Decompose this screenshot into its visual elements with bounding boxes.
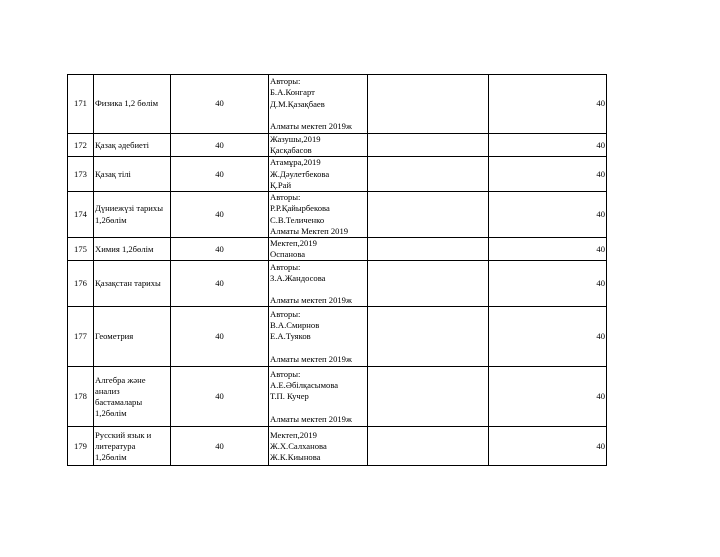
quantity-cell: 40 <box>171 261 269 307</box>
text-line: Геометрия <box>95 331 134 342</box>
subject-cell <box>94 238 171 261</box>
text-line: Ж.Дәулетбекова <box>270 168 330 179</box>
publisher-cell <box>269 261 368 307</box>
text-line: Д.М.Қазақбаев <box>270 98 325 109</box>
empty-cell <box>368 367 489 427</box>
row-number: 174 <box>68 192 94 238</box>
text-line: анализ <box>95 385 120 396</box>
text-line: 1,2бөлім <box>95 214 127 225</box>
total-cell: 40 <box>489 307 607 367</box>
blank-line <box>270 110 366 121</box>
text-line: Е.А.Туяков <box>270 331 311 342</box>
publisher-cell <box>269 134 368 157</box>
quantity-cell: 40 <box>171 75 269 134</box>
row-number: 172 <box>68 134 94 157</box>
publisher-cell <box>269 157 368 192</box>
subject-cell <box>94 134 171 157</box>
text-line: Т.П. Кучер <box>270 391 309 402</box>
row-number: 175 <box>68 238 94 261</box>
text-line: Алматы мектеп 2019ж <box>270 353 352 364</box>
text-line: Дүниежүзі тарихы <box>95 203 163 214</box>
text-line: литература <box>95 440 136 451</box>
quantity-cell: 40 <box>171 427 269 466</box>
blank-line <box>270 284 366 295</box>
text-line: З.А.Жандосова <box>270 272 326 283</box>
subject-cell <box>94 367 171 427</box>
total-cell: 40 <box>489 192 607 238</box>
text-line: В.А.Смирнов <box>270 320 320 331</box>
total-cell: 40 <box>489 157 607 192</box>
text-line: Алматы мектеп 2019ж <box>270 120 352 131</box>
row-number: 179 <box>68 427 94 466</box>
empty-cell <box>368 427 489 466</box>
text-line: Ж.Х.Салханова <box>270 440 327 451</box>
total-cell: 40 <box>489 427 607 466</box>
text-line: Авторы: <box>270 192 301 203</box>
total-cell: 40 <box>489 134 607 157</box>
text-line: 1,2бөлім <box>95 452 127 463</box>
total-cell: 40 <box>489 367 607 427</box>
text-line: Мектеп,2019 <box>270 429 317 440</box>
empty-cell <box>368 157 489 192</box>
blank-line <box>270 343 366 354</box>
publisher-cell <box>269 367 368 427</box>
text-line: Алматы мектеп 2019ж <box>270 413 352 424</box>
text-line: Алгебра және <box>95 374 146 385</box>
subject-cell <box>94 157 171 192</box>
subject-cell <box>94 427 171 466</box>
subject-cell <box>94 75 171 134</box>
text-line: Қазақстан тарихы <box>95 278 161 289</box>
publisher-cell <box>269 192 368 238</box>
text-line: Авторы: <box>270 76 301 87</box>
subject-cell <box>94 192 171 238</box>
text-line: Алматы Мектеп 2019 <box>270 225 349 236</box>
text-line: Алматы мектеп 2019ж <box>270 295 352 306</box>
text-line: Атамұра,2019 <box>270 157 321 168</box>
subject-cell <box>94 261 171 307</box>
quantity-cell: 40 <box>171 307 269 367</box>
quantity-cell: 40 <box>171 367 269 427</box>
subject-cell <box>94 307 171 367</box>
table-row <box>68 134 607 157</box>
publisher-cell <box>269 75 368 134</box>
empty-cell <box>368 134 489 157</box>
text-line: Авторы: <box>270 369 301 380</box>
empty-cell <box>368 261 489 307</box>
table-row <box>68 427 607 466</box>
total-cell: 40 <box>489 261 607 307</box>
table-body <box>68 75 607 466</box>
empty-cell <box>368 192 489 238</box>
empty-cell <box>368 307 489 367</box>
table-row <box>68 192 607 238</box>
text-line: Қазақ әдебиеті <box>95 139 150 150</box>
text-line: Қ.Рай <box>270 179 292 190</box>
text-line: Авторы: <box>270 309 301 320</box>
text-line: Жазушы,2019 <box>270 134 321 144</box>
publisher-cell <box>269 427 368 466</box>
text-line: Русский язык и <box>95 429 152 440</box>
text-line: Қазақ тілі <box>95 168 131 179</box>
text-line: Р.Р.Қайырбекова <box>270 203 330 214</box>
row-number: 178 <box>68 367 94 427</box>
row-number: 176 <box>68 261 94 307</box>
text-line: Мектеп,2019 <box>270 238 317 249</box>
empty-cell <box>368 75 489 134</box>
quantity-cell: 40 <box>171 134 269 157</box>
quantity-cell: 40 <box>171 192 269 238</box>
text-line: 1,2бөлім <box>95 408 127 419</box>
total-cell: 40 <box>489 75 607 134</box>
text-line: Қасқабасов <box>270 145 312 156</box>
quantity-cell: 40 <box>171 157 269 192</box>
text-line: Б.А.Конгарт <box>270 87 315 98</box>
text-line: С.В.Теличенко <box>270 214 325 225</box>
text-line: Оспанова <box>270 249 306 260</box>
total-cell: 40 <box>489 238 607 261</box>
table-row <box>68 307 607 367</box>
text-line: бастамалары <box>95 396 143 407</box>
table-row <box>68 157 607 192</box>
text-line: Физика 1,2 бөлім <box>95 98 159 109</box>
table-row <box>68 75 607 134</box>
text-line: Ж.К.Киынова <box>270 452 321 463</box>
text-line: А.Е.Әбілқасымова <box>270 380 339 391</box>
blank-line <box>270 403 366 414</box>
table-row <box>68 238 607 261</box>
empty-cell <box>368 238 489 261</box>
quantity-cell: 40 <box>171 238 269 261</box>
text-line: Химия 1,2бөлім <box>95 243 154 254</box>
table-row <box>68 261 607 307</box>
row-number: 171 <box>68 75 94 134</box>
publisher-cell <box>269 238 368 261</box>
textbook-table <box>67 74 607 466</box>
row-number: 177 <box>68 307 94 367</box>
publisher-cell <box>269 307 368 367</box>
row-number: 173 <box>68 157 94 192</box>
table-row <box>68 367 607 427</box>
text-line: Авторы: <box>270 261 301 272</box>
